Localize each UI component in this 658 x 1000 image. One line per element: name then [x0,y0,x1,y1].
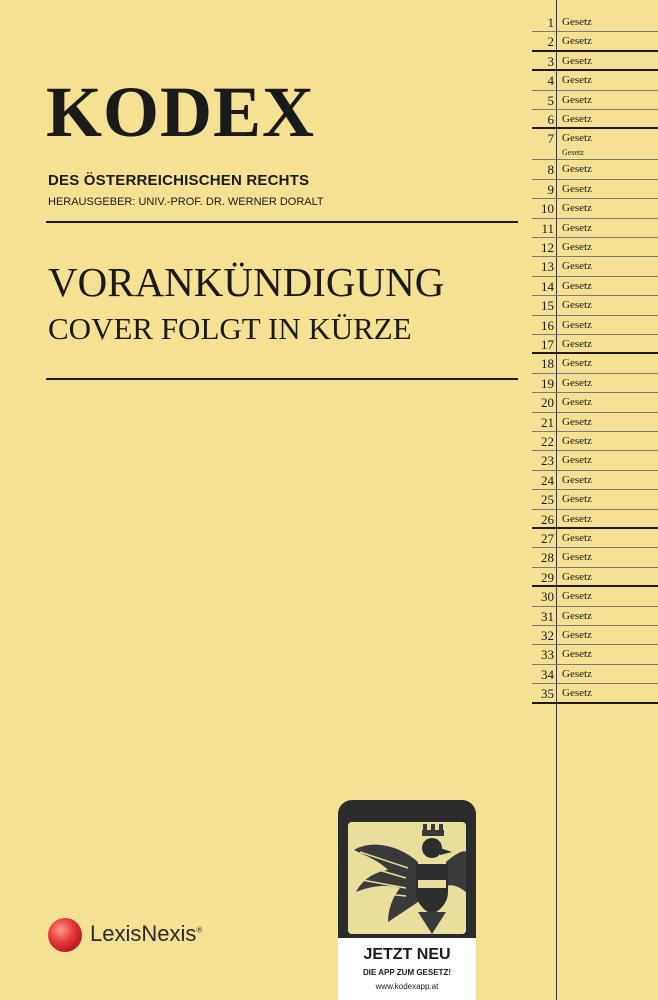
index-tab-number: 25 [541,492,554,508]
index-tab [532,199,658,218]
lexisnexis-sphere-icon [48,918,82,952]
registered-mark: ® [196,925,203,935]
index-tab [532,91,658,110]
index-tab-number: 12 [541,240,554,255]
index-tab-label: Gesetz [562,532,592,544]
index-tab-label: Gesetz [562,338,592,350]
index-tab-label: Gesetz [562,221,592,234]
index-tab-label: Gesetz [562,260,592,273]
index-tab [532,129,658,160]
index-tab-number: 3 [547,53,554,69]
index-tab [532,510,658,529]
index-tab [532,71,658,90]
index-tab [532,548,658,567]
index-tab-label: Gesetz [562,93,592,106]
index-tab-label: Gesetz [562,318,592,331]
index-tab [532,52,658,71]
index-tab-label: Gesetz [562,609,592,622]
index-tab [532,626,658,645]
editor-credit: HERAUSGEBER: UNIV.-PROF. DR. WERNER DORALT [48,196,324,208]
divider-bottom [46,378,518,380]
index-tab-number: 4 [547,73,554,89]
index-tab-label: Gesetz [562,279,592,292]
index-tab-label: Gesetz [562,648,592,661]
index-tab [532,13,658,32]
index-tab-number: 17 [541,337,554,352]
index-tab-number: 20 [541,395,554,411]
index-tab-number: 31 [541,608,554,624]
index-tab-number: 10 [541,201,554,217]
index-tab-label: Gesetz [562,454,592,467]
index-tab-number: 22 [541,434,554,449]
index-tab-label: Gesetz [562,415,592,428]
index-tab-number: 1 [547,15,554,30]
index-tab-label: Gesetz [562,74,592,87]
index-tab-number: 15 [541,298,554,314]
index-tab [532,471,658,490]
index-tab [532,413,658,432]
index-tab-label: Gesetz [562,182,592,195]
index-tab [532,607,658,626]
book-title: KODEX [46,72,316,152]
index-tab-number: 33 [541,647,554,663]
app-tagline: DIE APP ZUM GESETZ! [362,968,451,977]
index-tab-label: Gesetz [562,35,592,48]
app-screen [348,822,466,934]
index-tab-label: Gesetz [562,241,592,253]
index-tab-label: Gesetz [562,629,592,641]
index-tab [532,316,658,335]
index-tab-label: Gesetz [562,590,592,603]
index-tab-number: 11 [541,220,554,236]
index-tab-label: Gesetz [562,435,592,447]
index-tab-number: 6 [547,112,554,127]
index-tab [532,335,658,354]
index-tab-number: 24 [541,472,554,488]
index-tab-number: 32 [541,628,554,643]
index-tab-label: Gesetz [562,570,592,583]
index-tab-label: Gesetz [562,113,592,125]
index-tab-label: Gesetz [562,473,592,486]
index-tab-number: 29 [541,569,554,585]
index-tab-label: Gesetz [562,132,592,145]
index-tab-number: 8 [547,162,554,178]
index-tab [532,219,658,238]
index-tab [532,665,658,684]
index-tab [532,393,658,412]
index-tab-number: 5 [547,92,554,108]
index-tab [532,238,658,257]
index-tab [532,529,658,548]
index-tab-number: 34 [541,666,554,682]
index-tab-number: 14 [541,278,554,294]
index-tab-number: 28 [541,550,554,566]
index-tab-label: Gesetz [562,299,592,312]
index-tab-label: Gesetz [562,163,592,176]
index-tab-number: 30 [541,589,554,605]
index-tab-label: Gesetz [562,54,592,67]
index-tab [532,277,658,296]
index-tab-number: 9 [547,181,554,197]
index-tab-number: 35 [541,686,554,702]
index-tab [532,432,658,451]
index-tab [532,645,658,664]
index-tab-sublabel: Gesetz [562,148,584,158]
index-tab-label: Gesetz [562,16,592,28]
index-tab [532,587,658,606]
index-tab [532,451,658,470]
index-tab-number: 21 [541,414,554,430]
index-tab-label: Gesetz [562,202,592,215]
index-tab-label: Gesetz [562,687,592,700]
index-tab-label: Gesetz [562,493,592,506]
index-tab [532,684,658,703]
index-tab-divider [532,702,658,704]
index-tab [532,296,658,315]
index-tab-number: 2 [547,34,554,50]
index-tab-number: 16 [541,317,554,333]
index-tab-number: 26 [541,511,554,527]
index-tab-number: 7 [547,131,554,147]
index-tab-label: Gesetz [562,551,592,564]
index-tab-number: 19 [541,375,554,391]
index-tab-label: Gesetz [562,376,592,389]
index-tab-number: 18 [541,356,554,372]
app-url[interactable]: www.kodexapp.at [375,982,439,991]
divider-top [46,221,518,223]
index-tab-number: 27 [541,531,554,546]
publisher-name: LexisNexis [90,921,197,946]
index-tab [532,374,658,393]
index-tab [532,568,658,587]
app-badge-text [338,938,476,1000]
index-tab-label: Gesetz [562,512,592,525]
announcement-subheading: COVER FOLGT IN KÜRZE [48,311,412,346]
index-tab [532,490,658,509]
index-tab [532,257,658,276]
index-tab [532,354,658,373]
app-badge[interactable] [338,800,476,1000]
book-subtitle: DES ÖSTERREICHISCHEN RECHTS [48,172,310,189]
index-tab-label: Gesetz [562,667,592,680]
announcement-heading: VORANKÜNDIGUNG [48,259,445,305]
index-tab-number: 13 [541,259,554,275]
index-tab [532,32,658,51]
index-tab [532,180,658,199]
index-tab-label: Gesetz [562,396,592,409]
app-cta: JETZT NEU [363,946,451,963]
index-tab-label: Gesetz [562,357,592,370]
index-tab [532,160,658,179]
eagle-crest-icon [348,822,466,934]
index-tab [532,110,658,129]
index-tab-number: 23 [541,453,554,469]
